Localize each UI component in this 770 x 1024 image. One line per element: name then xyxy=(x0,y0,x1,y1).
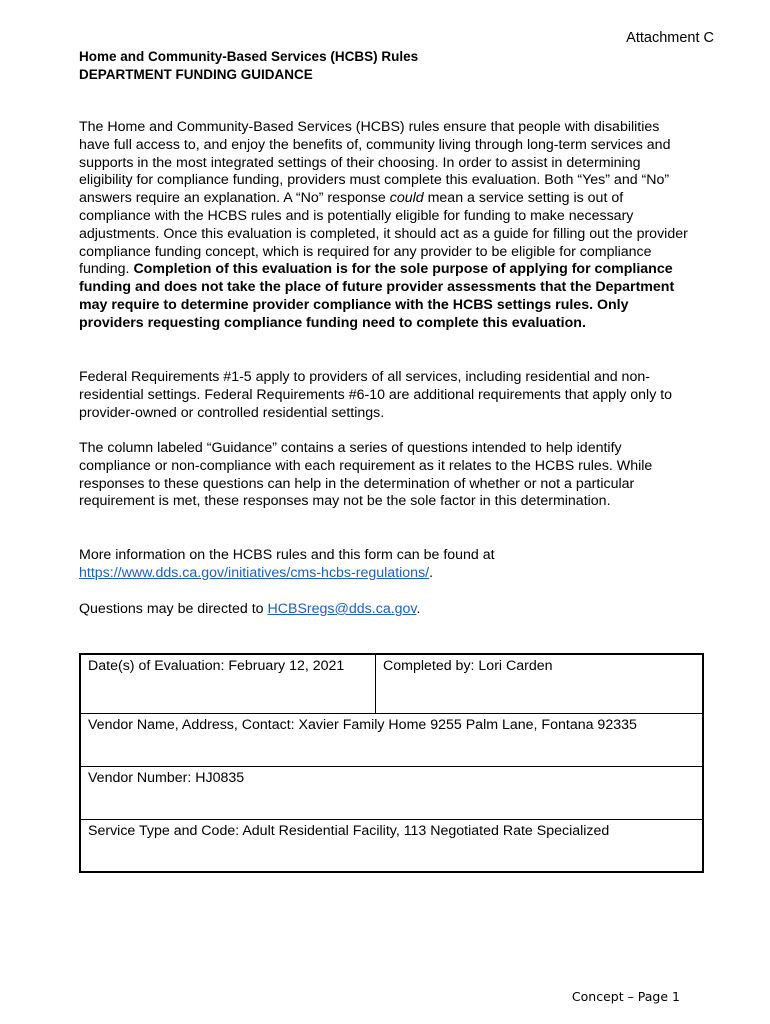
guidance-paragraph xyxy=(79,440,691,511)
table-row xyxy=(80,820,703,873)
questions-suffix: . xyxy=(416,601,421,617)
document-header xyxy=(79,48,418,84)
more-info-paragraph xyxy=(79,547,691,583)
table-row xyxy=(80,654,703,714)
date-of-evaluation-cell: Date(s) of Evaluation: February 12, 2021 xyxy=(80,654,376,714)
document-subtitle: DEPARTMENT FUNDING GUIDANCE xyxy=(79,67,313,82)
attachment-label: Attachment C xyxy=(626,30,714,46)
hcbs-regulations-link[interactable]: https://www.dds.ca.gov/initiatives/cms-hcbs-regulations/ xyxy=(79,564,430,581)
intro-paragraph xyxy=(79,119,691,333)
intro-bold-statement: Completion of this evaluation is for the sole purpose of applying for compliance funding and does not take the place of future provider assessments that the Department may require to determine provider compliance with the HCBS settings rules. Only providers requesting compliance funding need to complete this evaluation. xyxy=(79,261,675,331)
table-row xyxy=(80,767,703,820)
questions-paragraph xyxy=(79,601,691,619)
more-info-suffix: . xyxy=(429,564,434,581)
questions-text: Questions may be directed to xyxy=(79,601,268,617)
service-type-cell: Service Type and Code: Adult Residential Facility, 113 Negotiated Rate Specialized xyxy=(80,820,703,873)
email-link[interactable]: HCBSregs@dds.ca.gov xyxy=(267,601,417,617)
document-title: Home and Community-Based Services (HCBS) Rules xyxy=(79,49,419,64)
intro-italic-could: could xyxy=(389,190,424,207)
evaluation-info-table xyxy=(79,653,704,873)
federal-requirements-text: Federal Requirements #1-5 apply to providers of all services, including residential and non-residential settings. Federal Requirements #6-10 are additional requirements that apply only to provider-owned or controlled residential settings. xyxy=(79,369,673,421)
vendor-number-cell: Vendor Number: HJ0835 xyxy=(80,767,703,820)
intro-text-part1: The Home and Community-Based Services (HCBS) rules ensure that people with disabilities have full access to, and enjoy the benefits of, community living through long-term services and supports in the most integrated settings of their choosing. In order to assist in determining eligibility for compliance funding, providers must complete this evaluation. Both “Yes” and “No” answers require an explanation. A “No” response xyxy=(79,119,671,207)
vendor-name-cell: Vendor Name, Address, Contact: Xavier Family Home 9255 Palm Lane, Fontana 92335 xyxy=(80,714,703,767)
intro-text-part2: mean a service setting is out of compliance with the HCBS rules and is potentially eligible for funding to make necessary adjustments. Once this evaluation is completed, it should act as a guide for filling out the provider compliance funding concept, which is required for any provider to be eligible for compliance funding. xyxy=(79,190,688,278)
guidance-text: The column labeled “Guidance” contains a series of questions intended to help identify compliance or non-compliance with each requirement as it relates to the HCBS rules. While responses to these questions can help in the determination of whether or not a particular requirement is met, these responses may not be the sole factor in this determination. xyxy=(79,440,653,510)
table-row xyxy=(80,714,703,767)
page-footer: Concept – Page 1 xyxy=(571,989,680,1004)
federal-requirements-paragraph xyxy=(79,369,691,422)
more-info-text: More information on the HCBS rules and this form can be found at xyxy=(79,547,495,563)
completed-by-cell: Completed by: Lori Carden xyxy=(376,654,704,714)
